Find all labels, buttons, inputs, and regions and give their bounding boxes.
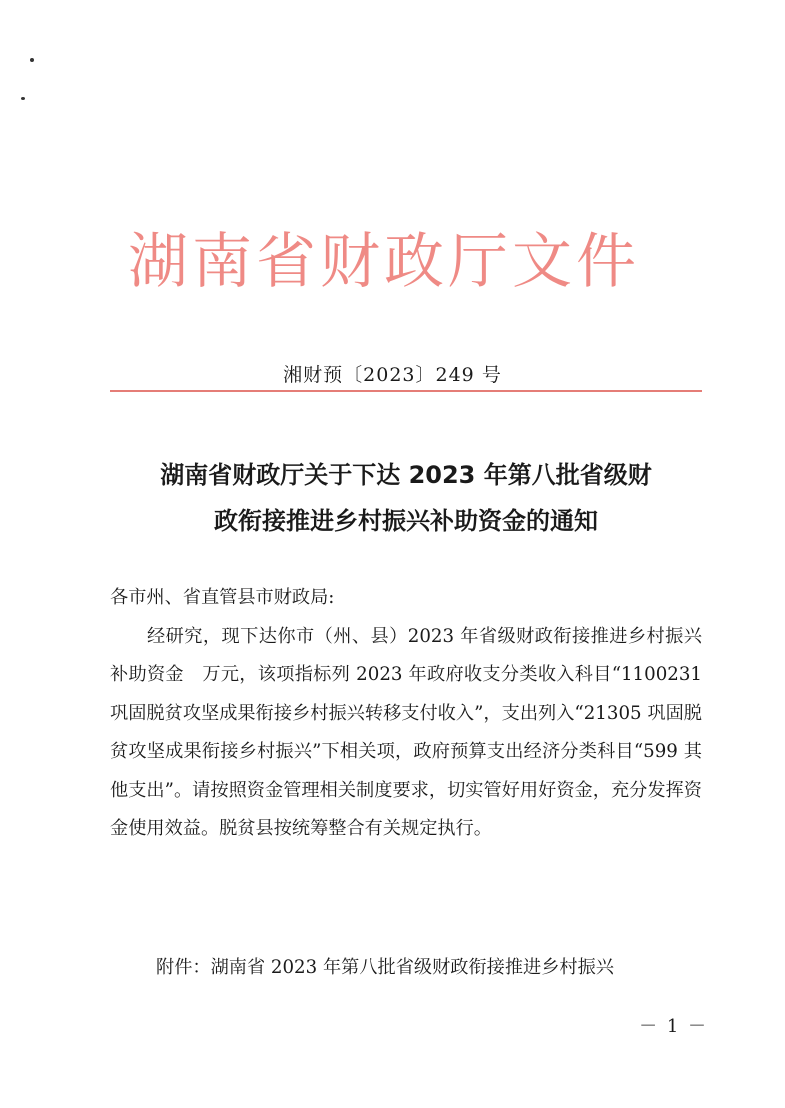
scan-speck	[30, 58, 34, 62]
notice-title-line-1: 湖南省财政厅关于下达 2023 年第八批省级财	[160, 461, 652, 489]
body-paragraph: 经研究，现下达你市（州、县）2023 年省级财政衔接推进乡村振兴补助资金 万元，该项指标列 2023 年政府收支分类收入科目“1100231 巩固脱贫攻坚成果衔接乡村振兴转移支付收入”，支出列入“21305 巩固脱贫攻坚成果衔接乡村振兴”下相关项，政府预算支出经济分类科目“599 其他支出”。请按照资金管理相关制度要求，切实管好用好资金，充分发挥资金使用效益。脱贫县按统筹整合有关规定执行。	[110, 626, 702, 840]
page-number: － 1 －	[639, 1016, 708, 1037]
notice-title	[110, 452, 702, 544]
notice-title-line-2: 政衔接推进乡村振兴补助资金的通知	[214, 507, 598, 535]
red-divider-line	[110, 390, 702, 392]
issuer-title: 湖南省财政厅文件	[128, 227, 640, 297]
document-number: 湘财预〔2023〕249 号	[283, 364, 502, 386]
scan-speck	[21, 97, 25, 100]
attachment-line: 附件：湖南省 2023 年第八批省级财政衔接推进乡村振兴	[156, 957, 614, 978]
salutation: 各市州、省直管县市财政局:	[110, 587, 335, 608]
